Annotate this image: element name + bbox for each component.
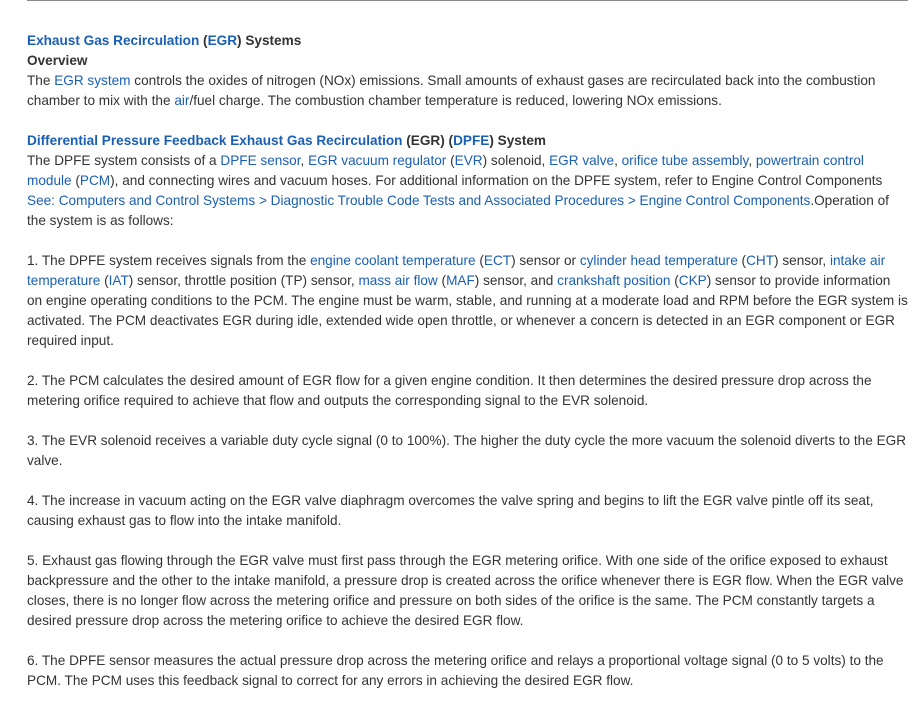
- step-paragraph: [27, 651, 909, 691]
- text-run: controls the oxides of nitrogen (NOx) emissions. Small amounts of exhaust gases are recirculated back into the combustion chamber to mix with the: [27, 73, 876, 108]
- text-run: ) Systems: [237, 33, 302, 48]
- inline-link[interactable]: EGR vacuum regulator: [308, 153, 447, 168]
- step-paragraph: [27, 371, 909, 411]
- dpfe-intro-paragraph: [27, 151, 909, 231]
- step-paragraph: [27, 491, 909, 531]
- spacer: [27, 231, 909, 251]
- text-run: 6. The DPFE sensor measures the actual pressure drop across the metering orifice and relays a proportional voltage signal (0 to 5 volts) to the PCM. The PCM uses this feedback signal to correct for any errors in achieving the desired EGR flow.: [27, 653, 884, 688]
- inline-link[interactable]: EGR valve: [549, 153, 615, 168]
- text-run: ) System: [489, 133, 547, 148]
- text-run: ) sensor,: [774, 253, 830, 268]
- text-run: 3. The EVR solenoid receives a variable duty cycle signal (0 to 100%). The higher the duty cycle the more vacuum the solenoid diverts to the EGR valve.: [27, 433, 907, 468]
- text-run: ) sensor or: [511, 253, 580, 268]
- text-run: ,: [300, 153, 309, 168]
- inline-link[interactable]: crankshaft position: [557, 273, 671, 288]
- text-run: (: [737, 253, 747, 268]
- inline-link[interactable]: CKP: [678, 273, 707, 288]
- spacer: [27, 471, 909, 491]
- text-run: (: [670, 273, 679, 288]
- inline-link[interactable]: MAF: [446, 273, 475, 288]
- step-paragraph: [27, 431, 909, 471]
- text-run: ) solenoid,: [482, 153, 550, 168]
- section-title-dpfe: [27, 131, 909, 151]
- text-run: (: [446, 153, 455, 168]
- text-run: /fuel charge. The combustion chamber temperature is reduced, lowering NOx emissions.: [189, 93, 722, 108]
- inline-link[interactable]: EVR: [454, 153, 483, 168]
- inline-link[interactable]: powertrain control module: [27, 153, 864, 188]
- inline-link[interactable]: intake air temperature: [27, 253, 886, 288]
- text-run: ,: [748, 153, 756, 168]
- document-body: [27, 31, 909, 691]
- text-run: (: [437, 273, 447, 288]
- inline-link[interactable]: PCM: [79, 173, 111, 188]
- text-run: The DPFE system consists of a: [27, 153, 221, 168]
- text-run: ,: [614, 153, 622, 168]
- inline-link[interactable]: mass air flow: [358, 273, 438, 288]
- inline-link[interactable]: DPFE: [453, 133, 490, 148]
- top-divider: [27, 0, 908, 1]
- inline-link[interactable]: See: Computers and Control Systems > Diagnostic Trouble Code Tests and Associated Procedures > Engine Control Components: [27, 193, 811, 208]
- inline-link[interactable]: DPFE sensor: [220, 153, 301, 168]
- inline-link[interactable]: EGR: [207, 33, 238, 48]
- text-run: (EGR) (: [402, 133, 454, 148]
- spacer: [27, 411, 909, 431]
- spacer: [27, 531, 909, 551]
- text-run: 2. The PCM calculates the desired amount of EGR flow for a given engine condition. It then determines the desired pressure drop across the metering orifice required to achieve that flow and outputs the corresponding signal to the EVR solenoid.: [27, 373, 872, 408]
- text-run: (: [100, 273, 109, 288]
- text-run: 5. Exhaust gas flowing through the EGR valve must first pass through the EGR metering orifice. With one side of the orifice exposed to exhaust backpressure and the other to the intake manifold, a pressure drop is created across the orifice whenever there is EGR flow. When the EGR valve closes, there is no longer flow across the metering orifice and pressure on both sides of the orifice is the same. The PCM constantly targets a desired pressure drop across the metering orifice to achieve the desired EGR flow.: [27, 553, 904, 628]
- spacer: [27, 111, 909, 131]
- inline-link[interactable]: EGR system: [54, 73, 131, 88]
- text-run: 4. The increase in vacuum acting on the EGR valve diaphragm overcomes the valve spring and begins to lift the EGR valve pintle off its seat, causing exhaust gas to flow into the intake manifold.: [27, 493, 874, 528]
- spacer: [27, 631, 909, 651]
- overview-paragraph: [27, 71, 909, 111]
- text-run: ) sensor, throttle position (TP) sensor,: [128, 273, 359, 288]
- spacer: [27, 351, 909, 371]
- text-run: .Operation of the system is as follows:: [27, 193, 889, 228]
- inline-link[interactable]: engine coolant temperature: [310, 253, 476, 268]
- inline-link[interactable]: Differential Pressure Feedback Exhaust Gas Recirculation: [27, 133, 403, 148]
- section-subheading-overview: Overview: [27, 53, 88, 68]
- text-run: ), and connecting wires and vacuum hoses. For additional information on the DPFE system, refer to Engine Control Components: [110, 173, 883, 188]
- step-paragraph: [27, 251, 909, 351]
- text-run: (: [71, 173, 80, 188]
- inline-link[interactable]: Exhaust Gas Recirculation: [27, 33, 200, 48]
- inline-link[interactable]: CHT: [746, 253, 775, 268]
- inline-link[interactable]: air: [174, 93, 190, 108]
- text-run: The: [27, 73, 55, 88]
- text-run: ) sensor, and: [474, 273, 558, 288]
- inline-link[interactable]: cylinder head temperature: [579, 253, 738, 268]
- text-run: (: [475, 253, 484, 268]
- inline-link[interactable]: IAT: [108, 273, 129, 288]
- section-title-egr: [27, 31, 909, 51]
- text-run: ) sensor to provide information on engine operating conditions to the PCM. The engine must be warm, stable, and running at a moderate load and RPM before the EGR system is activated. The PCM deactivates EGR during idle, extended wide open throttle, or whenever a concern is detected in an EGR component or EGR required input.: [27, 273, 908, 348]
- text-run: (: [199, 33, 208, 48]
- inline-link[interactable]: orifice tube assembly: [621, 153, 749, 168]
- text-run: 1. The DPFE system receives signals from the: [27, 253, 311, 268]
- step-paragraph: [27, 551, 909, 631]
- inline-link[interactable]: ECT: [483, 253, 512, 268]
